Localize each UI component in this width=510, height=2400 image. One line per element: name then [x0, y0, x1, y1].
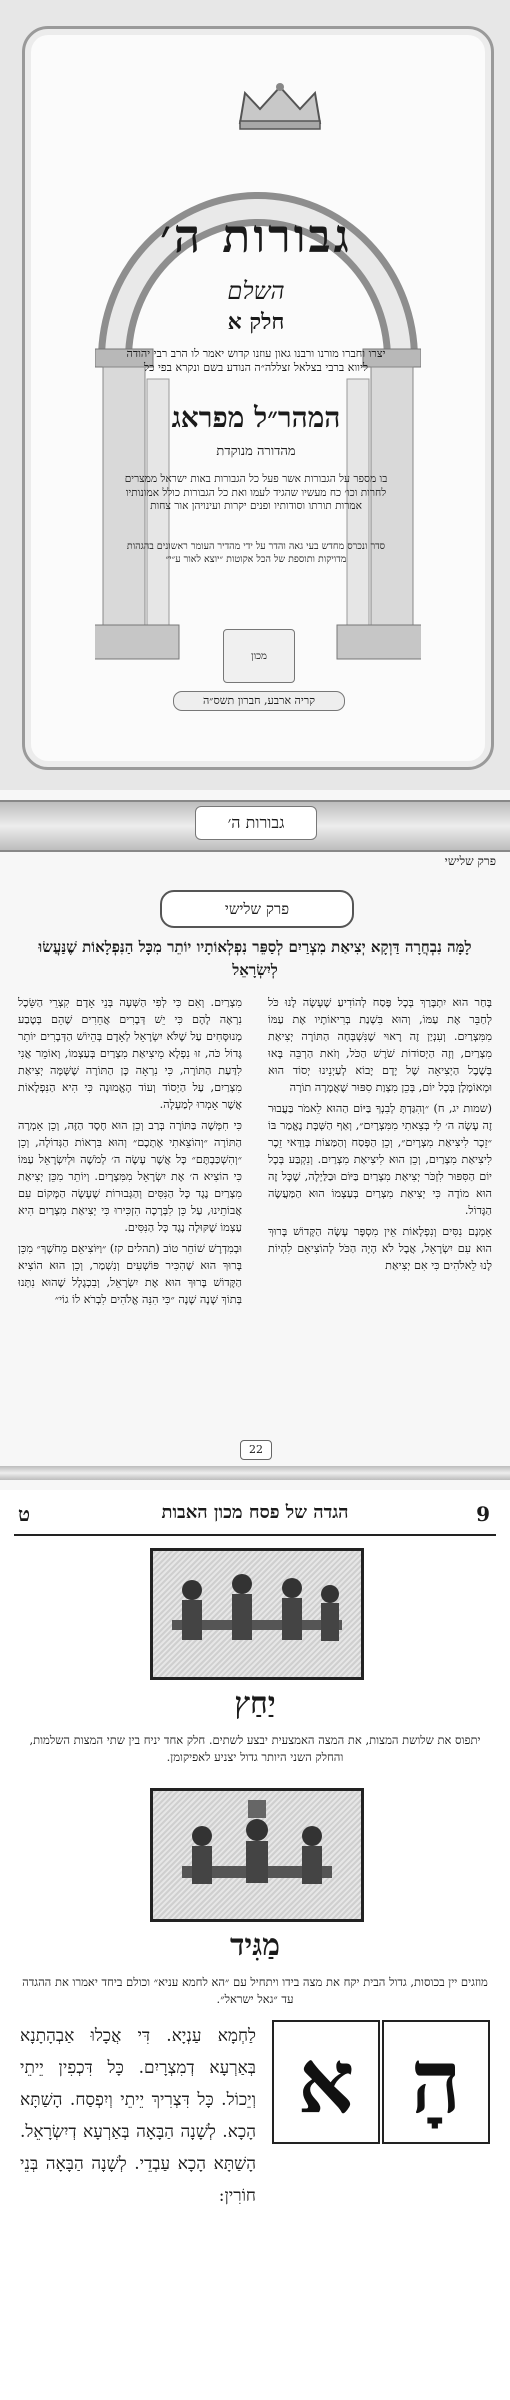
- running-header-title: גבורות ה׳: [195, 806, 317, 840]
- paragraph: (שמות יג, ח) ״וְהִגַּדְתָּ לְבִנְךָ בַּיּוֹם הַהוּא לֵאמֹר בַּעֲבוּר זֶה עָשָׂה ה׳ לִי בְּצֵאתִי מִמִּצְרָיִם״, וְאַף הַשְּׁבָּת נֶאֱמַר בּוֹ ״זֵכֶר לִיצִיאַת מִצְרָיִם״, וְכֵן הַפְּסַח וְהַמַּצּוֹת בְּוַדַּאי זֵכֶר לִיצִיאַת מִצְרַיִם, וְכֵן הוּא לִיצִיאַת מִצְרַיִם. וְנִקְבַּע בְּכָל יוֹם הַסִּפּוּר לִזְכֹּר יְצִיאַת מִצְרַיִם בַּיּוֹם וּבַלַּיְלָה, שֶׁכָּל זֶה הוּא מוֹדֶה כִּי יְצִיאַת מִצְרַיִם בְּעַצְמוֹ הוּא הַמַּעֲשֶׂה הַגָּדוֹל.: [268, 1102, 492, 1217]
- text-column-right: [268, 994, 492, 1434]
- chapter-title-ornament: פרק שלישי: [160, 890, 354, 928]
- paragraph: אָמְנָם נִסִּים וְנִפְלָאוֹת אֵין מִסְפָּר עָשָׂה הַקָּדוֹשׁ בָּרוּךְ הוּא עִם יִשְׂרָאֵל, אֲבָל לֹא הָיָה הַכֹּל לְהוֹצִיאָם לִהְיוֹת לָנוּ לֵאלֹהִים כִּי אִם יְצִיאַת: [268, 1225, 492, 1272]
- paragraph: כִּי חִמְּשָׁה בַּתּוֹרָה בְּרַב וְכֵן הוּא חֶסֶד הַזֶּה, וְכֵן אָמְרָה הַתּוֹרָה ״וְהוֹצֵאתִי אֶתְכֶם״ וְהוּא בִּרְאוֹת הַגְּדוֹלָה, וְכֵן ״וְהִשְׁכַּבְתֶּם״ כָּל אֲשֶׁר עָשָׂה ה׳ לְמֹשֶׁה וּלְיִשְׂרָאֵל עַמּוֹ כִּי הוֹצִיא ה׳ אֶת יִשְׂרָאֵל מִמִּצְרָיִם. וְיוֹתֵר מִכֵּן יְצִיאַת מִצְרַיִם נֶגֶד כָּל הַנִּסִּים וְהַגְּבוּרוֹת שֶׁעָשָׂה הַמָּקוֹם עִם אֲבוֹתֵינוּ, עַל כֵּן לִבְּרָכָה הִזְכִּירוּ כִּי יְצִיאַת מִצְרַיִם הִיא עַצְמוֹ שֶׁקּוּלָה נֶגֶד כָּל הַנִּסִּים.: [18, 1119, 242, 1234]
- publisher-logo: [223, 629, 295, 683]
- initial-letter-box: [272, 2020, 380, 2144]
- paragraph: מִצְרַיִם. וְאִם כִּי לְפִי הַשְּׁעָה בְּנֵי אָדָם קִצְרֵי הַשֵּׂכֶל נִרְאֶה לָהֶם כִּי יֵשׁ דְּבָרִים אֲחֵרִים שֶׁהֵם בְּטֶבַע מְנוּסָּחִים עַל שֶׁלֹּא יִשְׂרָאֵל לְאָדָם בְּהֵיוֹשׁ הַדְּבָרִים יוֹתֵר גָּדוֹל כֹּה, זוּ נִפְלָא מֵיצִיאַת מִצְרַיִם בְּעַצְמוֹ, וְאוֹמֵר אֲנִי לִדַּעַת הַתּוֹרָה, כִּי נִרְאָה כָּן הַתּוֹרָה שֶׁשָּׁמָּה יְצִיאַת מִצְרַיִם, עַל הַיְסוֹד וְעוֹד הָאֱמוּנָה כִּי הִיא הַנִּפְלָאוֹת אֲשֶׁר אָמְרוּ לְמַעְלָה.: [18, 996, 242, 1111]
- paragraph: וּבְמִדְרָשׁ שׁוֹחֵר טוֹב (תהלים קז) ״וַיּוֹצִיאֵם מֵחֹשֶׁךְ״ מִכֵּן בָּרוּךְ הוּא שֶׁהִכִּיר פּוֹשְׁעִים וְנִשְׁמַר, וְכֵן הוּא הוֹצִיא הַקָּדוֹשׁ בָּרוּךְ הוּא אֶת יִשְׂרָאֵל, וְבִכְגָלָל שֶׁהוּא נִתְּנוּ בְּתוֹךְ שָׁנָה שָׁנָה ״כִּי הִנֵּה אֱלֹהִים לִבְרֹא לוֹ גוֹי״: [18, 1242, 242, 1306]
- woodcut-seder-icon: [152, 1790, 362, 1920]
- initial-letter: הָ: [410, 2029, 462, 2133]
- initial-letter: א: [297, 2029, 355, 2133]
- yachatz-woodcut-image: [150, 1548, 364, 1680]
- running-title: הגדה של פסח מכון האבות: [161, 1502, 349, 1523]
- woodcut-figures-icon: [152, 1550, 362, 1678]
- arch-illustration: [95, 109, 421, 669]
- chapter-heading: לָמָּה נִבְחֲרָה דַּוְקָא יְצִיאַת מִצְרַיִם לְסַפֵּר נִפְלְאוֹתָיו יוֹתֵר מִכָּל הַנִּפְלָאוֹת שֶׁנַּעֲשׂוּ לְיִשְׂרָאֵל: [38, 938, 472, 979]
- text-column-left: [18, 994, 242, 1434]
- editing-notes: סדר ונכרס מחדש בעי גאה והדר על ידי מהדיר העומר ראשונים בהגהות מדויקות ותוספת של הכל אקוטות ״יוצא לאור ע״י״: [126, 541, 386, 565]
- yachatz-instruction: יתפוס את שלושת המצות, את המצה האמצעית יבצע לשתים. חלק אחד יניח בין שתי המצות השלמות, והחלק השני היותר גדול יצניע לאפיקומן.: [29, 1733, 481, 1764]
- author-name: המהר״ל מפראג: [171, 401, 341, 434]
- yachatz-title: יַחַץ: [234, 1686, 276, 1721]
- book-title: גבורות ה׳: [160, 209, 352, 263]
- publisher-logo-text: מכון: [251, 650, 267, 662]
- title-page-frame: [22, 26, 494, 770]
- running-chapter-label: פרק שלישי: [444, 854, 496, 868]
- book-description: בו מספר על הגבורות אשר פעל כל הגבורות באות ישראל ממצרים לחרות וכו׳ כח מעשיו שהגיד לעמו ואת כל הגבורות כולל אמונותיו אמרות תורתו וסודותיו ופנים יקרות ועינויהן אור צחות: [124, 473, 388, 512]
- header-rule: [14, 1534, 496, 1536]
- page-number: 22: [240, 1440, 272, 1460]
- edition-label: מהדורה מנוקדת: [216, 444, 296, 459]
- paragraph: בָּחַר הוּא יִתְבָּרַךְ בְּכָל פֶּסַח לְהוֹדִיעַ שֶׁעָשָׂה לָנוּ כֹּל לְחַבֵּר אֶת עַמּוֹ, וְהוּא בִּשְׁנַת בְּרִיאוֹתָיו אֶת עַמּוֹ מִמִּצְרַיִם. וְעִנְיַן זֶה רָאוּי שֶׁנִּשְׁבְּחָה הַתּוֹרָה יְצִיאַת מִצְרַיִם, וְזֶה הַיְסוֹדוֹת שֹׁרֶשׁ הַכֹּל, וְזֹאת הַרְבֵּה בָּאוּ בְּשֶׁבֶל הַיְצִיאָה שֶׁל יָדָם יָבוֹא לְעַיְנֵינוּ יְסוֹד הוּא וּמְאוֹמָלָן בְּכָל יוֹם, בְּכֵן מִצְוַת סִפּוּר שֶׁאֲמָרָה תוֹרָה: [268, 996, 492, 1094]
- initial-letter-box: [382, 2020, 490, 2144]
- haggadah-page-panel: [0, 1490, 510, 2400]
- book-page-panel: [0, 790, 510, 1490]
- book-subtitle: השלם: [227, 277, 285, 305]
- ha-lachma-anya-text: לַחְמָא עַנְיָא. דִּי אֲכָלוּ אַבְהָתָנָא בְּאַרְעָא דְמִצְרָיִם. כָּל דִּכְפִין יֵיתֵי וְיֵכוֹל. כָּל דִּצְרִיךְ יֵיתֵי וְיִפְסַח. הָשַׁתָּא הָכָא. לְשָׁנָה הַבָּאָה בְּאַרְעָא דְיִשְׂרָאֵל. הָשַׁתָּא הָכָא עַבְדֵי. לְשָׁנָה הַבָּאָה בְּנֵי חוֹרִין:: [20, 2026, 256, 2206]
- footer-band: [0, 1466, 510, 1480]
- maggid-woodcut-image: [150, 1788, 364, 1922]
- maggid-title: מַגִּיד: [230, 1928, 280, 1963]
- title-page-panel: [0, 0, 510, 790]
- maggid-instruction: מוזגים יין בכוסות, גדול הבית יקח את מצה בידו ויתחיל עם ״הא לחמא עניא״ וכולם ביחד יאמרו את ההגדה עד ״גאל ישראל״.: [22, 1975, 488, 2006]
- author-intro: יצרו וחברו מורנו ורבנו גאון עוזנו קדוש יאמר לו הרב רבי יהודה ליווא ברבי בצלאל זצללה״ה הנודע בשם ונקרא בפי כל: [126, 347, 386, 374]
- book-part: חלק א: [227, 309, 285, 335]
- page-number-latin: 9: [476, 1502, 490, 1526]
- publisher-location: קריה ארבע, חברון תשס״ה: [173, 691, 345, 711]
- page-number-hebrew: ט: [18, 1502, 31, 1526]
